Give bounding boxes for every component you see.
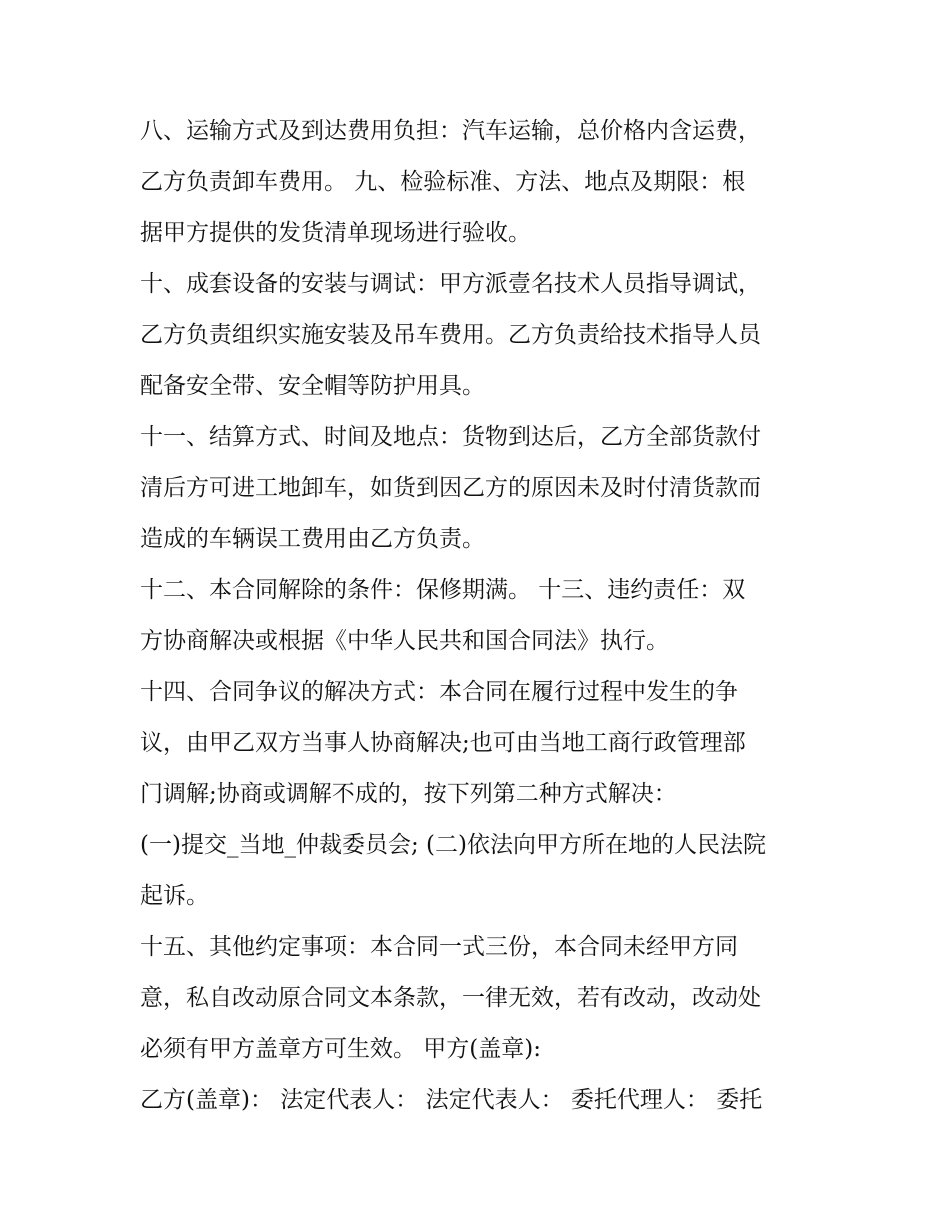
text-line: 清后方可进工地卸车，如货到因乙方的原因未及时付清货款而 (140, 475, 761, 501)
text-line: 配备安全带、安全帽等防护用具。 (140, 373, 485, 399)
text-line: (一)提交_当地_仲裁委员会; (二)依法向甲方所在地的人民法院 (140, 832, 766, 858)
text-line: 八、运输方式及到达费用负担：汽车运输，总价格内含运费， (140, 118, 761, 144)
text-line: 造成的车辆误工费用由乙方负责。 (140, 526, 485, 552)
text-line: 乙方(盖章)： 法定代表人： 法定代表人： 委托代理人： 委托 (140, 1087, 763, 1113)
text-line: 十四、合同争议的解决方式：本合同在履行过程中发生的争 (140, 679, 738, 705)
text-line: 议，由甲乙双方当事人协商解决;也可由当地工商行政管理部 (140, 730, 746, 756)
text-line: 十五、其他约定事项：本合同一式三份，本合同未经甲方同 (140, 934, 738, 960)
text-line: 起诉。 (140, 883, 209, 909)
text-line: 乙方负责卸车费用。 九、检验标准、方法、地点及期限：根 (140, 169, 746, 195)
text-line: 十二、本合同解除的条件：保修期满。 十三、违约责任：双 (140, 577, 746, 603)
text-line: 必须有甲方盖章方可生效。 甲方(盖章): (140, 1036, 542, 1062)
text-line: 据甲方提供的发货清单现场进行验收。 (140, 220, 531, 246)
text-line: 十、成套设备的安装与调试：甲方派壹名技术人员指导调试， (140, 271, 761, 297)
text-line: 意，私自改动原合同文本条款，一律无效，若有改动，改动处 (140, 985, 761, 1011)
text-line: 十一、结算方式、时间及地点：货物到达后，乙方全部货款付 (140, 424, 761, 450)
text-line: 门调解;协商或调解不成的，按下列第二种方式解决： (140, 781, 677, 807)
text-line: 方协商解决或根据《中华人民共和国合同法》执行。 (140, 628, 669, 654)
contract-text-body (140, 106, 830, 1126)
text-line: 乙方负责组织实施安装及吊车费用。乙方负责给技术指导人员 (140, 322, 761, 348)
